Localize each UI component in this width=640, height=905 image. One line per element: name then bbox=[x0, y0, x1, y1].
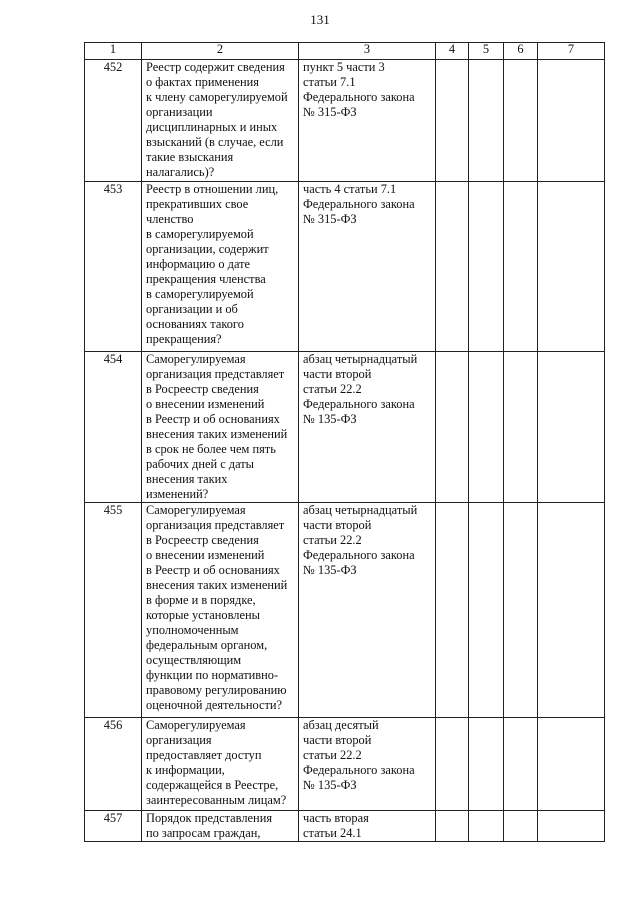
question-line: организации, содержит bbox=[146, 242, 269, 256]
question-line: Саморегулируемая bbox=[146, 352, 246, 366]
table-row bbox=[85, 503, 605, 718]
legal-basis-line: Федерального закона bbox=[303, 397, 415, 411]
answer-cell bbox=[504, 60, 538, 182]
answer-cell bbox=[436, 352, 469, 503]
table-row bbox=[85, 352, 605, 503]
question-line: Реестр в отношении лиц, bbox=[146, 182, 279, 196]
legal-basis-line: статьи 22.2 bbox=[303, 533, 362, 547]
row-number: 452 bbox=[85, 60, 142, 182]
row-number: 457 bbox=[85, 811, 142, 842]
question-line: оценочной деятельности? bbox=[146, 698, 283, 712]
question-line: такие взыскания bbox=[146, 150, 234, 164]
answer-cell bbox=[504, 811, 538, 842]
question-line: к члену саморегулируемой bbox=[146, 90, 288, 104]
question-line: Реестр содержит сведения bbox=[146, 60, 285, 74]
header-cell: 4 bbox=[436, 43, 469, 60]
legal-basis-line: № 135-ФЗ bbox=[303, 563, 357, 577]
question-line: в форме и в порядке, bbox=[146, 593, 256, 607]
answer-cell bbox=[538, 718, 605, 811]
question-line: внесения таких изменений bbox=[146, 427, 288, 441]
legal-basis-line: часть вторая bbox=[303, 811, 369, 825]
legal-basis-line: части второй bbox=[303, 733, 372, 747]
answer-cell bbox=[436, 503, 469, 718]
question-line: Порядок представления bbox=[146, 811, 273, 825]
question-line: членство bbox=[146, 212, 194, 226]
legal-basis-cell bbox=[299, 811, 436, 842]
answer-cell bbox=[469, 182, 504, 352]
question-line: осуществляющим bbox=[146, 653, 242, 667]
header-cell: 2 bbox=[142, 43, 299, 60]
question-line: Саморегулируемая bbox=[146, 503, 246, 517]
question-line: к информации, bbox=[146, 763, 225, 777]
legal-basis-cell bbox=[299, 182, 436, 352]
question-line: заинтересованным лицам? bbox=[146, 793, 287, 807]
question-line: внесения таких изменений bbox=[146, 578, 288, 592]
question-line: изменений? bbox=[146, 487, 209, 501]
answer-cell bbox=[538, 352, 605, 503]
answer-cell bbox=[504, 182, 538, 352]
legal-basis-line: статьи 24.1 bbox=[303, 826, 362, 840]
row-number: 453 bbox=[85, 182, 142, 352]
answer-cell bbox=[436, 718, 469, 811]
legal-basis-line: пункт 5 части 3 bbox=[303, 60, 385, 74]
question-cell bbox=[142, 60, 299, 182]
question-line: содержащейся в Реестре, bbox=[146, 778, 279, 792]
question-line: организация представляет bbox=[146, 518, 285, 532]
header-cell: 5 bbox=[469, 43, 504, 60]
table-row bbox=[85, 60, 605, 182]
question-line: о внесении изменений bbox=[146, 397, 265, 411]
question-line: информацию о дате bbox=[146, 257, 251, 271]
answer-cell bbox=[469, 503, 504, 718]
answer-cell bbox=[436, 811, 469, 842]
legal-basis-line: № 315-ФЗ bbox=[303, 212, 357, 226]
question-line: которые установлены bbox=[146, 608, 260, 622]
answer-cell bbox=[469, 811, 504, 842]
question-line: в Реестр и об основаниях bbox=[146, 563, 280, 577]
question-line: в саморегулируемой bbox=[146, 287, 254, 301]
legal-basis-line: абзац четырнадцатый bbox=[303, 352, 418, 366]
question-line: организации и об bbox=[146, 302, 238, 316]
legal-basis-cell bbox=[299, 718, 436, 811]
question-line: в Росреестр сведения bbox=[146, 382, 259, 396]
question-line: прекращения? bbox=[146, 332, 222, 346]
question-line: организация bbox=[146, 733, 212, 747]
question-line: в Реестр и об основаниях bbox=[146, 412, 280, 426]
question-line: взысканий (в случае, если bbox=[146, 135, 284, 149]
question-line: прекращения членства bbox=[146, 272, 266, 286]
answer-cell bbox=[538, 503, 605, 718]
legal-basis-line: статьи 7.1 bbox=[303, 75, 356, 89]
question-line: налагались)? bbox=[146, 165, 215, 179]
question-line: предоставляет доступ bbox=[146, 748, 262, 762]
table-row bbox=[85, 718, 605, 811]
answer-cell bbox=[504, 352, 538, 503]
row-number: 454 bbox=[85, 352, 142, 503]
question-line: прекративших свое bbox=[146, 197, 249, 211]
question-cell bbox=[142, 811, 299, 842]
question-cell bbox=[142, 182, 299, 352]
legal-basis-line: № 135-ФЗ bbox=[303, 778, 357, 792]
legal-basis-line: № 135-ФЗ bbox=[303, 412, 357, 426]
legal-basis-cell bbox=[299, 503, 436, 718]
header-cell: 6 bbox=[504, 43, 538, 60]
table-row bbox=[85, 811, 605, 842]
legal-basis-line: № 315-ФЗ bbox=[303, 105, 357, 119]
question-line: основаниях такого bbox=[146, 317, 244, 331]
header-cell: 3 bbox=[299, 43, 436, 60]
header-cell: 7 bbox=[538, 43, 605, 60]
question-line: о фактах применения bbox=[146, 75, 259, 89]
legal-basis-line: Федерального закона bbox=[303, 548, 415, 562]
question-line: по запросам граждан, bbox=[146, 826, 261, 840]
answer-cell bbox=[538, 811, 605, 842]
question-line: внесения таких bbox=[146, 472, 228, 486]
row-number: 455 bbox=[85, 503, 142, 718]
question-line: в срок не более чем пять bbox=[146, 442, 276, 456]
answer-cell bbox=[436, 60, 469, 182]
legal-basis-line: Федерального закона bbox=[303, 197, 415, 211]
legal-basis-line: части второй bbox=[303, 367, 372, 381]
question-line: в саморегулируемой bbox=[146, 227, 254, 241]
legal-basis-cell bbox=[299, 352, 436, 503]
legal-basis-line: абзац десятый bbox=[303, 718, 379, 732]
answer-cell bbox=[504, 718, 538, 811]
question-cell bbox=[142, 503, 299, 718]
header-row bbox=[85, 43, 605, 60]
legal-basis-line: Федерального закона bbox=[303, 763, 415, 777]
legal-basis-line: статьи 22.2 bbox=[303, 382, 362, 396]
page-number: 131 bbox=[310, 12, 330, 27]
question-cell bbox=[142, 718, 299, 811]
question-line: дисциплинарных и иных bbox=[146, 120, 278, 134]
answer-cell bbox=[538, 60, 605, 182]
legal-basis-cell bbox=[299, 60, 436, 182]
question-line: организации bbox=[146, 105, 213, 119]
answer-cell bbox=[504, 503, 538, 718]
question-line: Саморегулируемая bbox=[146, 718, 246, 732]
legal-basis-line: абзац четырнадцатый bbox=[303, 503, 418, 517]
table-row bbox=[85, 182, 605, 352]
row-number: 456 bbox=[85, 718, 142, 811]
question-line: уполномоченным bbox=[146, 623, 239, 637]
checklist-table bbox=[84, 42, 605, 842]
question-line: федеральным органом, bbox=[146, 638, 268, 652]
question-line: функции по нормативно- bbox=[146, 668, 279, 682]
answer-cell bbox=[469, 60, 504, 182]
answer-cell bbox=[469, 352, 504, 503]
answer-cell bbox=[436, 182, 469, 352]
question-line: рабочих дней с даты bbox=[146, 457, 255, 471]
answer-cell bbox=[469, 718, 504, 811]
legal-basis-line: статьи 22.2 bbox=[303, 748, 362, 762]
legal-basis-line: Федерального закона bbox=[303, 90, 415, 104]
question-cell bbox=[142, 352, 299, 503]
question-line: организация представляет bbox=[146, 367, 285, 381]
legal-basis-line: часть 4 статьи 7.1 bbox=[303, 182, 397, 196]
header-cell: 1 bbox=[85, 43, 142, 60]
legal-basis-line: части второй bbox=[303, 518, 372, 532]
answer-cell bbox=[538, 182, 605, 352]
question-line: в Росреестр сведения bbox=[146, 533, 259, 547]
question-line: правовому регулированию bbox=[146, 683, 287, 697]
question-line: о внесении изменений bbox=[146, 548, 265, 562]
